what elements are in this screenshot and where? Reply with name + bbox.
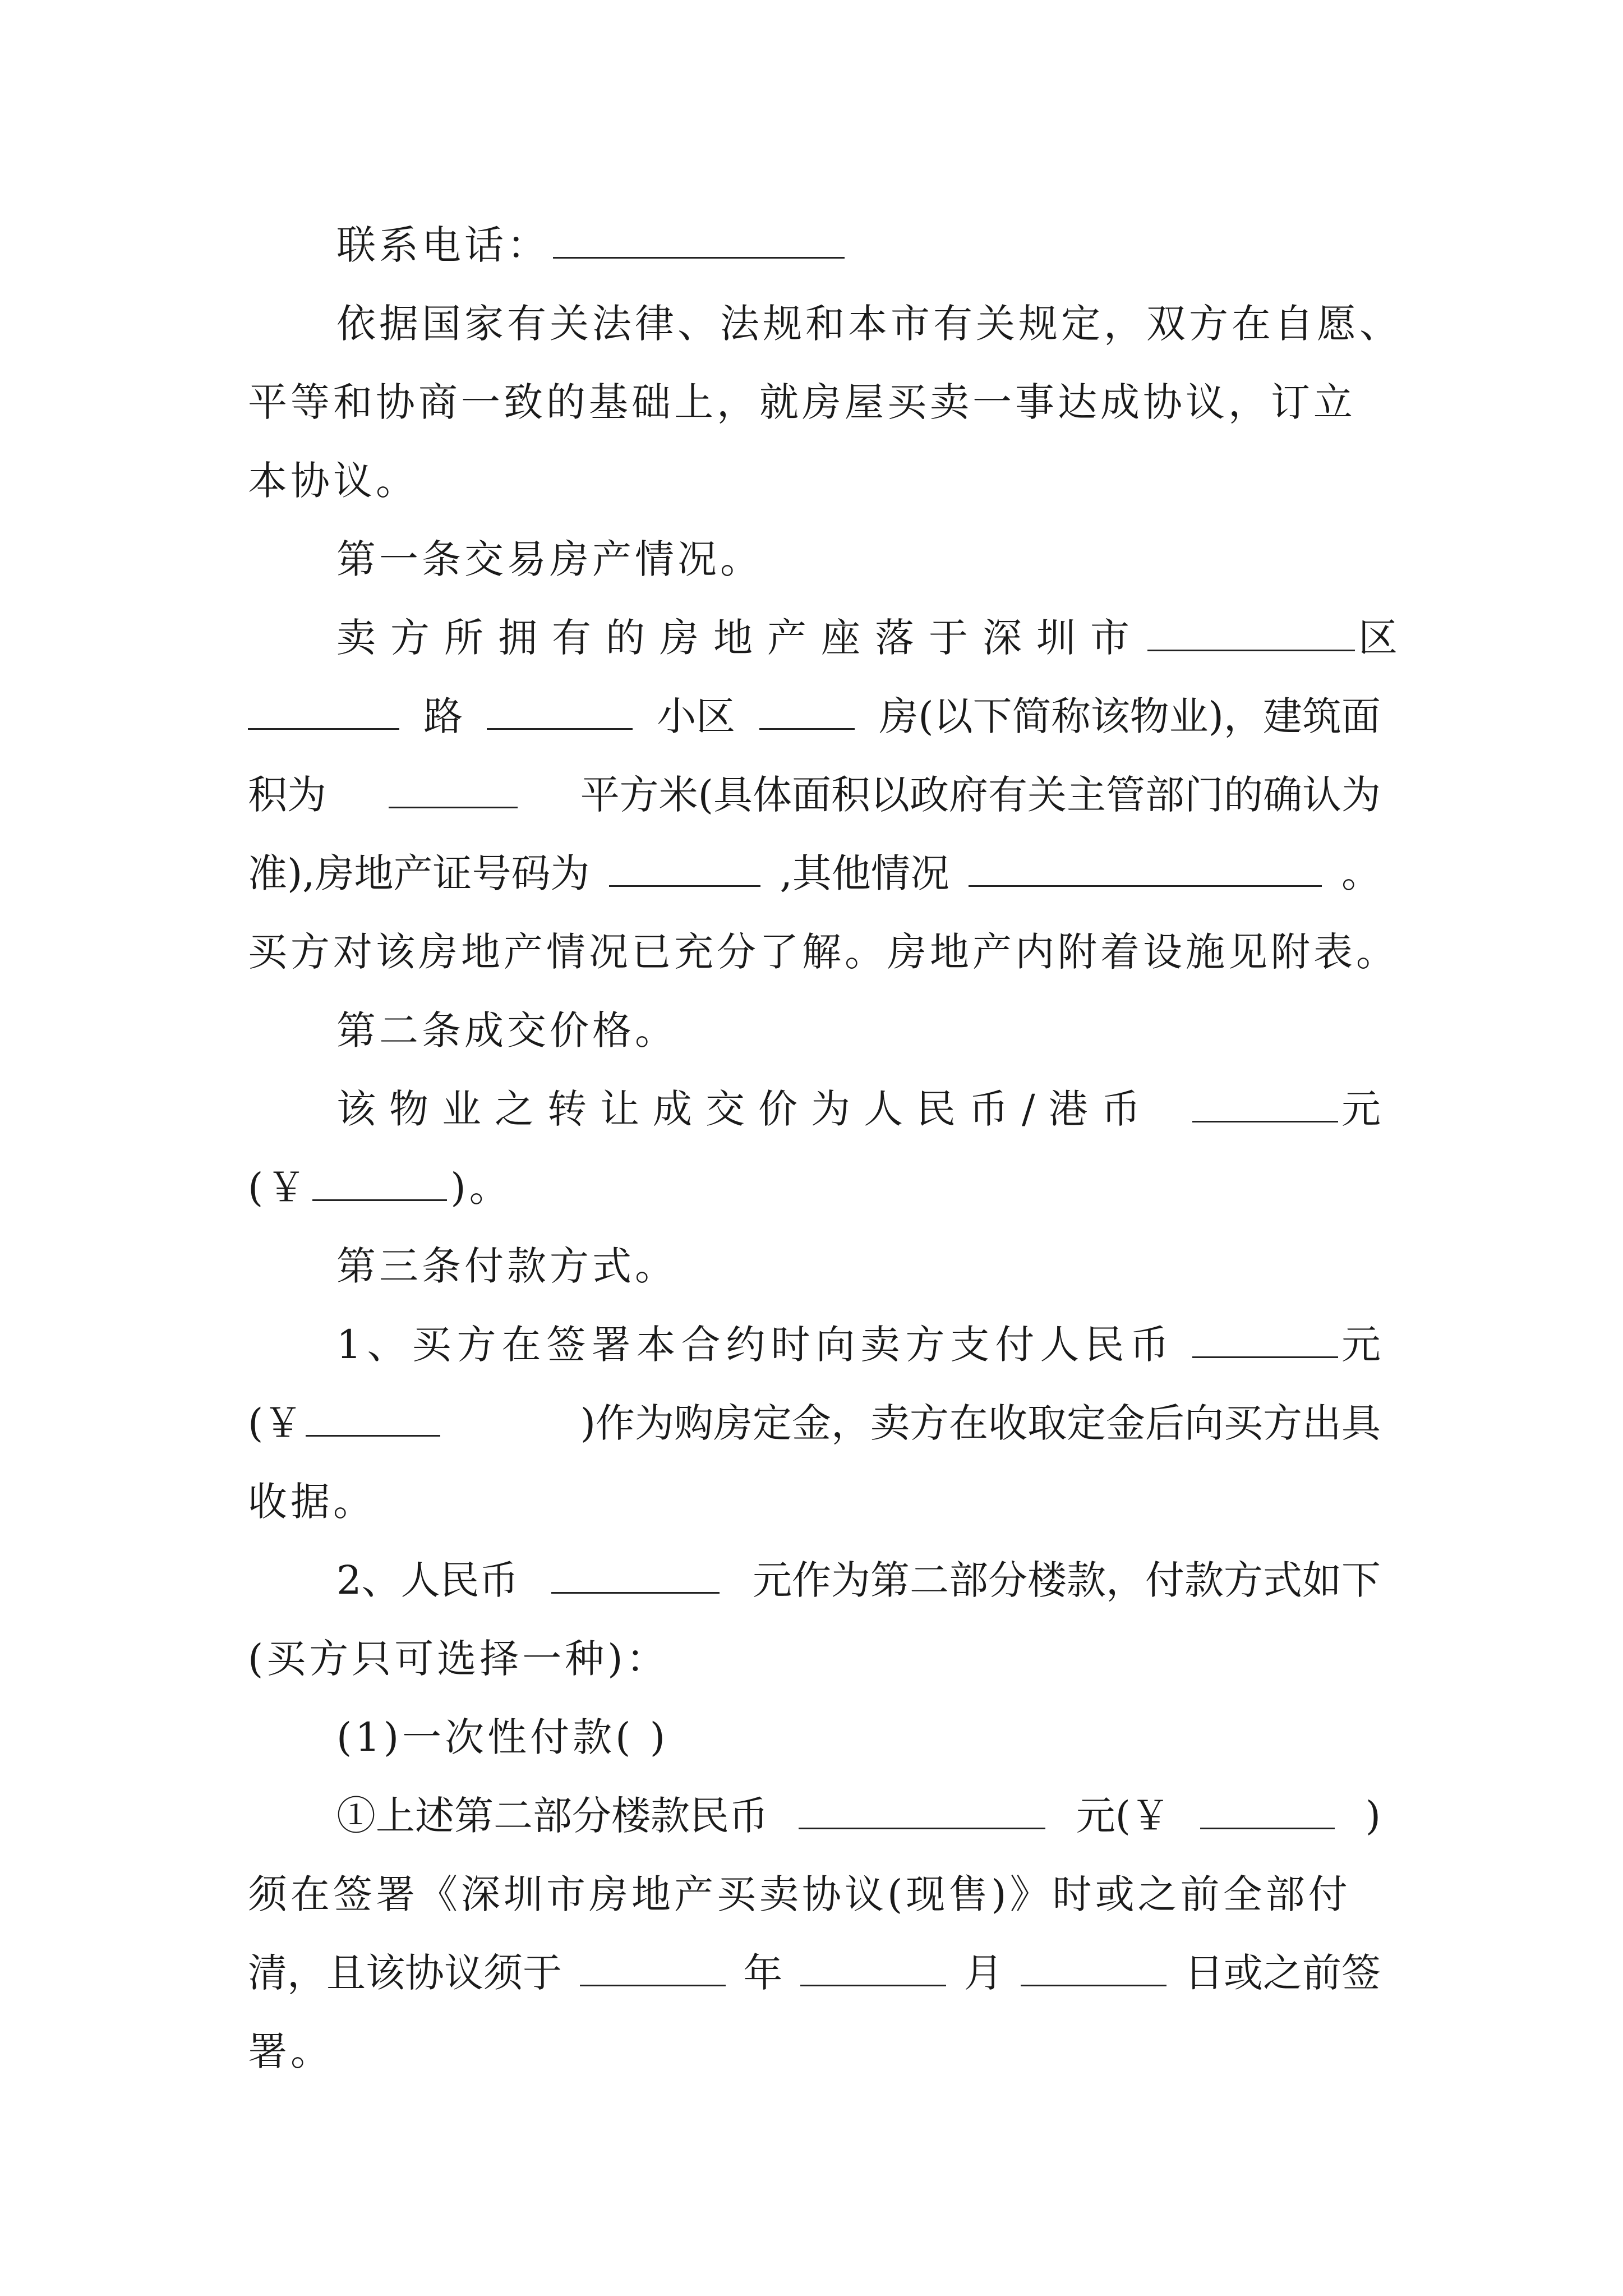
certificate-prefix: 准),房地产证号码为: [248, 850, 590, 896]
price-suffix: 元: [1341, 1086, 1381, 1132]
article-1-line-2: [248, 691, 1381, 742]
article-2-line-2: [248, 1162, 1381, 1213]
year-label: 年: [743, 1950, 783, 1996]
price-blank: [1192, 1086, 1338, 1122]
article-1-line-5: 买方对该房地产情况已充分了解。房地产内附着设施见附表。: [248, 929, 1399, 975]
article-3-para-1-line-2: [248, 1398, 1381, 1448]
certificate-blank: [609, 850, 760, 887]
deposit-text: 1、买方在签署本合约时向卖方支付人民币: [336, 1322, 1175, 1368]
article-3-title: 第三条付款方式。: [336, 1243, 677, 1289]
deposit-yuan-prefix: (￥: [248, 1400, 303, 1446]
clause-1-line-3: [248, 1948, 1381, 1998]
price-text: 该物业之转让成交价为人民币/港币: [336, 1086, 1154, 1132]
area-blank: [389, 772, 518, 808]
clause-1-yuan-blank: [1200, 1793, 1335, 1829]
article-1-line-3: [248, 770, 1381, 820]
clause-1-yuan-suffix: ): [1365, 1793, 1381, 1839]
article-3-para-2-line-1: [336, 1555, 1381, 1605]
year-blank: [580, 1950, 726, 1986]
preamble-line-3: 本协议。: [248, 458, 418, 504]
room-blank: [759, 693, 855, 730]
community-blank: [487, 693, 633, 730]
payment-option-1: (1)一次性付款( ): [336, 1714, 669, 1760]
preamble-line-1: 依据国家有关法律、法规和本市有关规定，双方在自愿、: [336, 301, 1402, 347]
article-2-line-1: [336, 1084, 1381, 1134]
deposit-blank: [1192, 1322, 1338, 1358]
article-1-location-text: 卖方所拥有的房地产座落于深圳市: [336, 615, 1144, 661]
area-prefix: 积为: [248, 772, 326, 818]
second-payment-text: 元作为第二部分楼款，付款方式如下: [752, 1557, 1381, 1603]
clause-1-prefix: ①上述第二部分楼款民币: [336, 1793, 768, 1839]
price-yuan-blank: [312, 1165, 447, 1201]
contact-phone-blank: [553, 222, 845, 259]
clause-1-line-4: 署。: [248, 2028, 333, 2074]
deposit-suffix: 元: [1341, 1322, 1381, 1368]
article-3-para-1-line-3: 收据。: [248, 1479, 376, 1525]
community-suffix: 小区: [657, 693, 736, 739]
price-yuan-prefix: (￥: [248, 1165, 310, 1211]
district-blank: [1147, 615, 1355, 651]
deposit-description: )作为购房定金，卖方在收取定金后向买方出具: [580, 1400, 1381, 1446]
day-suffix-text: 日或之前签: [1184, 1950, 1381, 1996]
article-1-line-1: [336, 613, 1398, 663]
clause-1-deadline-prefix: 清，且该协议须于: [248, 1950, 562, 1996]
clause-1-line-1: [336, 1791, 1381, 1841]
second-payment-blank: [551, 1557, 720, 1594]
room-suffix-text: 房(以下简称该物业)，建筑面: [879, 693, 1381, 739]
clause-1-yuan-prefix: 元(￥: [1076, 1793, 1170, 1839]
second-payment-prefix: 2、人民币: [336, 1557, 519, 1603]
clause-1-line-2: 须在签署《深圳市房地产买卖协议(现售)》时或之前全部付: [248, 1871, 1351, 1917]
article-3-para-2-line-2: (买方只可选择一种)：: [248, 1636, 669, 1682]
clause-1-amount-blank: [799, 1793, 1045, 1829]
other-suffix: 。: [1341, 850, 1381, 896]
area-suffix-text: 平方米(具体面积以政府有关主管部门的确认为: [580, 772, 1381, 818]
road-suffix: 路: [423, 693, 463, 739]
preamble-line-2: 平等和协商一致的基础上，就房屋买卖一事达成协议，订立: [248, 379, 1356, 425]
article-1-line-4: [248, 848, 1381, 899]
deposit-yuan-blank: [306, 1400, 440, 1437]
month-label: 月: [963, 1950, 1003, 1996]
road-blank: [248, 693, 399, 730]
district-suffix: 区: [1358, 615, 1398, 661]
day-blank: [1021, 1950, 1166, 1986]
article-1-title: 第一条交易房产情况。: [336, 536, 763, 582]
article-2-title: 第二条成交价格。: [336, 1007, 677, 1053]
month-blank: [800, 1950, 946, 1986]
other-prefix: ,其他情况: [780, 850, 949, 896]
contact-phone-label: 联系电话：: [336, 222, 550, 268]
other-blank: [969, 850, 1322, 887]
article-3-para-1-line-1: [336, 1319, 1381, 1370]
contact-phone-line: [336, 220, 1381, 270]
price-yuan-suffix: )。: [450, 1165, 512, 1211]
